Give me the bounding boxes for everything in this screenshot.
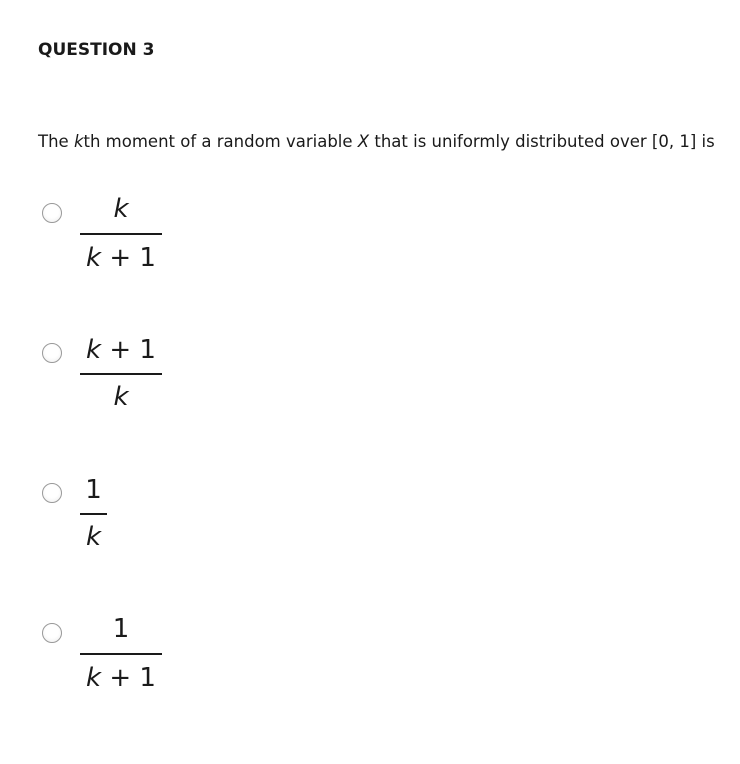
question-text-variable-x: X — [357, 132, 370, 151]
question-text-part: that is uniformly distributed over [0, 1] is — [369, 132, 715, 151]
question-text-part: th moment of a random variable — [83, 132, 358, 151]
option-4-denominator: k + 1 — [86, 663, 156, 693]
option-1-denominator: k + 1 — [86, 243, 156, 273]
question-title: QUESTION 3 — [38, 40, 155, 60]
option-4-radio-button[interactable] — [42, 623, 62, 643]
option-3-fraction-bar — [80, 513, 107, 515]
option-2-radio-button[interactable] — [42, 343, 62, 363]
question-text — [38, 132, 715, 151]
option-4-fraction-bar — [80, 653, 162, 655]
option-2-denominator: k — [113, 382, 129, 412]
option-3-numerator: 1 — [85, 475, 102, 505]
question-text-variable-k: k — [73, 132, 84, 151]
option-4-numerator: 1 — [112, 614, 130, 644]
question-text-part: The — [38, 132, 74, 151]
option-3-radio-button[interactable] — [42, 483, 62, 503]
option-1-fraction-bar — [80, 233, 162, 235]
option-1-numerator: k — [113, 194, 129, 224]
option-2-numerator: k + 1 — [86, 335, 156, 365]
option-2-fraction — [80, 333, 162, 419]
option-1-fraction — [80, 192, 162, 278]
option-3-fraction — [80, 473, 107, 559]
option-4-fraction — [80, 612, 162, 698]
option-2-fraction-bar — [80, 373, 162, 375]
option-3-denominator: k — [85, 522, 102, 552]
option-1-radio-button[interactable] — [42, 203, 62, 223]
